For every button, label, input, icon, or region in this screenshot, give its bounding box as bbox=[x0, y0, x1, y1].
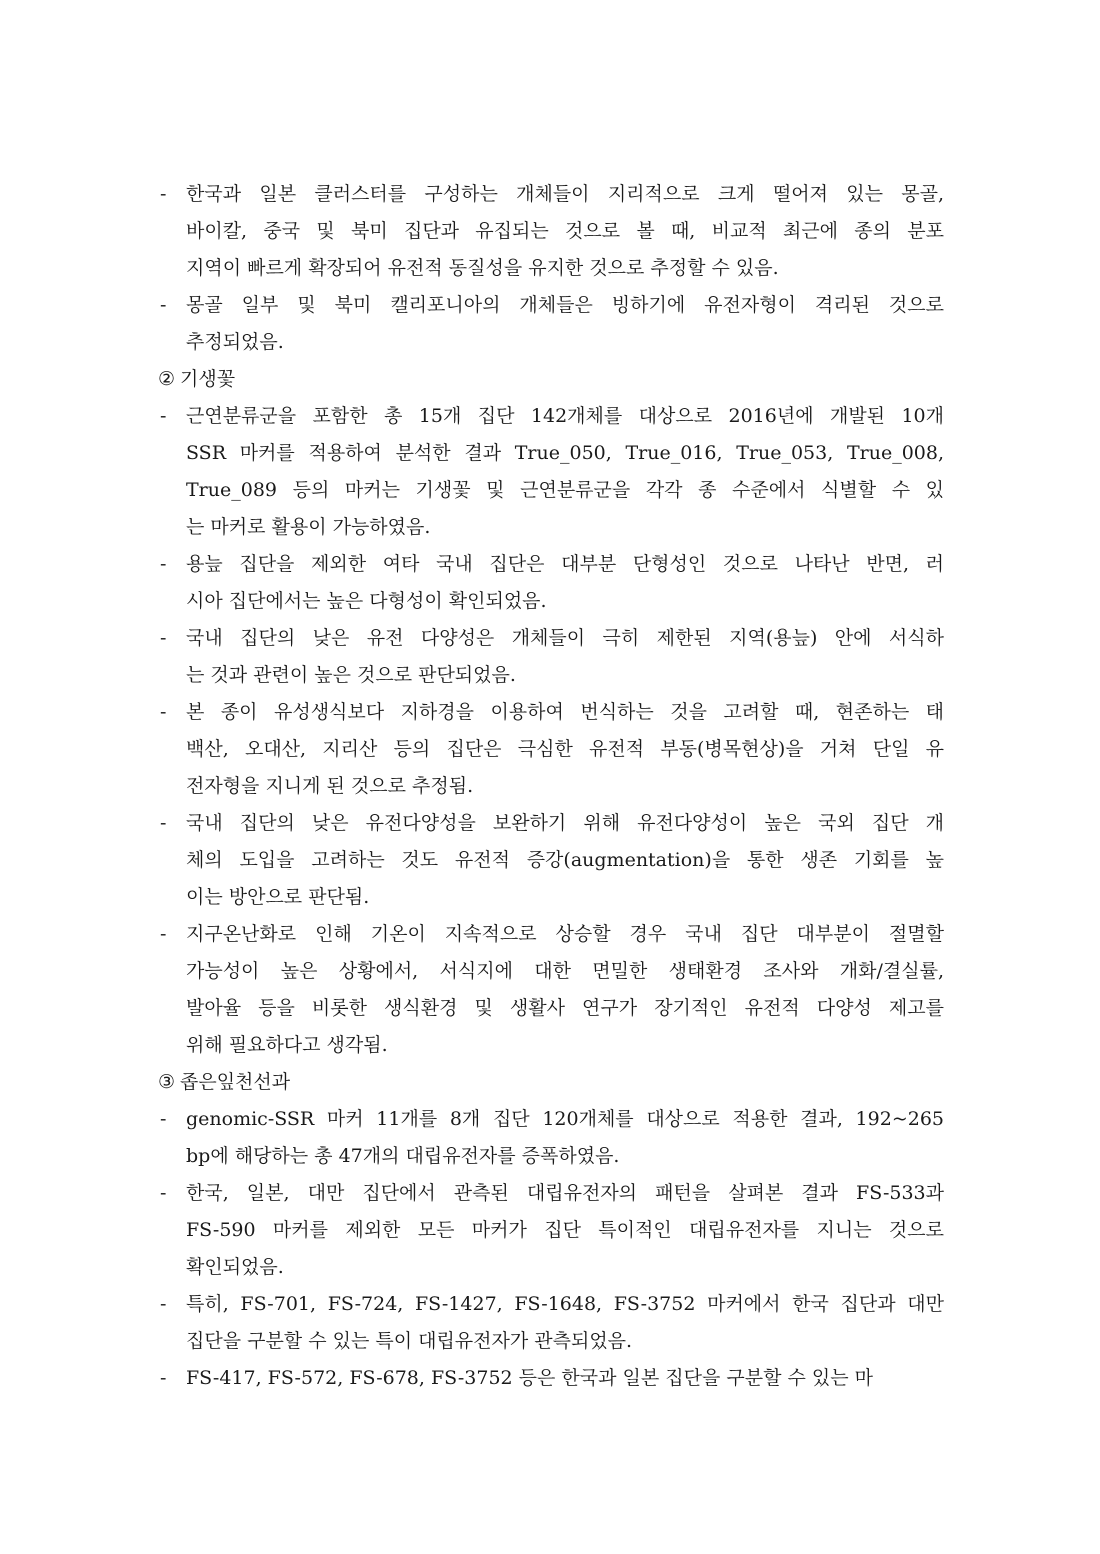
bullet-item-line: - 용늪 집단을 제외한 여타 국내 집단은 대부분 단형성인 것으로 나타난 반면, 러 bbox=[158, 546, 944, 583]
bullet-item-continuation: 백산, 오대산, 지리산 등의 집단은 극심한 유전적 부동(병목현상)을 거쳐 단일 유 bbox=[186, 738, 944, 760]
bullet-item-line: - 근연분류군을 포함한 총 15개 집단 142개체를 대상으로 2016년에 개발된 10개 bbox=[158, 398, 944, 435]
bullet-item-line: - 지구온난화로 인해 기온이 지속적으로 상승할 경우 국내 집단 대부분이 절멸할 bbox=[158, 916, 944, 953]
section-title: 기생꽃 bbox=[180, 368, 236, 390]
bullet-item-continuation: 확인되었음. bbox=[186, 1256, 284, 1278]
bullet-item-line: - 한국, 일본, 대만 집단에서 관측된 대립유전자의 패턴을 살펴본 결과 FS-533과 bbox=[158, 1175, 944, 1212]
bullet-item-line: - 한국과 일본 클러스터를 구성하는 개체들이 지리적으로 크게 떨어져 있는 몽골, bbox=[158, 176, 944, 213]
bullet-item-line: - genomic-SSR 마커 11개를 8개 집단 120개체를 대상으로 적용한 결과, 192~265 bbox=[158, 1101, 944, 1138]
bullet-item-continuation: 시아 집단에서는 높은 다형성이 확인되었음. bbox=[186, 590, 547, 612]
bullet-item-continuation: True_089 등의 마커는 기생꽃 및 근연분류군을 각각 종 수준에서 식별할 수 있 bbox=[186, 479, 944, 501]
bullet-item-line: - 본 종이 유성생식보다 지하경을 이용하여 번식하는 것을 고려할 때, 현존하는 태 bbox=[158, 694, 944, 731]
bullet-item-continuation: 전자형을 지니게 된 것으로 추정됨. bbox=[186, 775, 474, 797]
bullet-item-line: - 국내 집단의 낮은 유전다양성을 보완하기 위해 유전다양성이 높은 국외 집단 개 bbox=[158, 805, 944, 842]
bullet-item-continuation: bp에 해당하는 총 47개의 대립유전자를 증폭하였음. bbox=[186, 1145, 620, 1167]
section-number: ② bbox=[158, 368, 176, 390]
bullet-item-continuation: 가능성이 높은 상황에서, 서식지에 대한 면밀한 생태환경 조사와 개화/결실률, bbox=[186, 960, 944, 982]
bullet-item-continuation: 는 마커로 활용이 가능하였음. bbox=[186, 516, 431, 538]
bullet-item-continuation: 지역이 빠르게 확장되어 유전적 동질성을 유지한 것으로 추정할 수 있음. bbox=[186, 257, 779, 279]
bullet-item-line: - 몽골 일부 및 북미 캘리포니아의 개체들은 빙하기에 유전자형이 격리된 것으로 bbox=[158, 287, 944, 324]
bullet-item-continuation: 발아율 등을 비롯한 생식환경 및 생활사 연구가 장기적인 유전적 다양성 제고를 bbox=[186, 997, 944, 1019]
bullet-item-continuation: 체의 도입을 고려하는 것도 유전적 증강(augmentation)을 통한 생존 기회를 높 bbox=[186, 849, 944, 871]
bullet-item-line: - FS-417, FS-572, FS-678, FS-3752 등은 한국과 일본 집단을 구분할 수 있는 마 bbox=[158, 1360, 944, 1397]
section-heading bbox=[158, 361, 944, 398]
section-number: ③ bbox=[158, 1071, 176, 1093]
bullet-item-continuation: 바이칼, 중국 및 북미 집단과 유집되는 것으로 볼 때, 비교적 최근에 종의 분포 bbox=[186, 220, 944, 242]
document-body bbox=[158, 176, 944, 1397]
bullet-item-line: - 국내 집단의 낮은 유전 다양성은 개체들이 극히 제한된 지역(용늪) 안에 서식하 bbox=[158, 620, 944, 657]
section-heading bbox=[158, 1064, 944, 1101]
bullet-item-continuation: SSR 마커를 적용하여 분석한 결과 True_050, True_016, True_053, True_008, bbox=[186, 442, 944, 464]
bullet-item-continuation: 는 것과 관련이 높은 것으로 판단되었음. bbox=[186, 664, 516, 686]
bullet-item-continuation: 추정되었음. bbox=[186, 331, 284, 353]
bullet-item-continuation: 이는 방안으로 판단됨. bbox=[186, 886, 370, 908]
bullet-item-continuation: 위해 필요하다고 생각됨. bbox=[186, 1034, 388, 1056]
bullet-item-line: - 특히, FS-701, FS-724, FS-1427, FS-1648, FS-3752 마커에서 한국 집단과 대만 bbox=[158, 1286, 944, 1323]
bullet-item-continuation: FS-590 마커를 제외한 모든 마커가 집단 특이적인 대립유전자를 지니는 것으로 bbox=[186, 1219, 944, 1241]
bullet-item-continuation: 집단을 구분할 수 있는 특이 대립유전자가 관측되었음. bbox=[186, 1330, 633, 1352]
section-title: 좁은잎천선과 bbox=[180, 1071, 291, 1093]
